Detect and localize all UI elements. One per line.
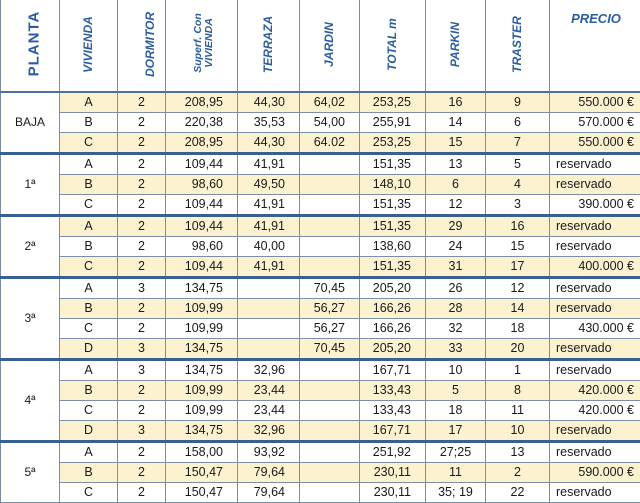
cell-dormitorios: 2 xyxy=(118,257,166,278)
cell-trastero: 14 xyxy=(486,299,550,319)
cell-parking: 12 xyxy=(426,195,486,216)
cell-dormitorios: 2 xyxy=(118,113,166,133)
cell-precio: 550.000 € xyxy=(550,92,640,113)
cell-total: 251,92 xyxy=(360,442,426,463)
header-superficie: Superf. Con VIVIENDA xyxy=(166,0,238,92)
cell-vivienda: C xyxy=(60,401,118,421)
planta-label: 5ª xyxy=(1,442,60,503)
cell-jardin: 64,02 xyxy=(300,92,360,113)
cell-jardin: 54,00 xyxy=(300,113,360,133)
cell-precio: reservado xyxy=(550,360,640,381)
cell-total: 151,35 xyxy=(360,257,426,278)
cell-terraza: 35,53 xyxy=(238,113,300,133)
cell-terraza: 41,91 xyxy=(238,257,300,278)
cell-trastero: 2 xyxy=(486,463,550,483)
cell-total: 253,25 xyxy=(360,92,426,113)
cell-parking: 11 xyxy=(426,463,486,483)
header-dormitorios: DORMITOR xyxy=(118,0,166,92)
cell-parking: 5 xyxy=(426,381,486,401)
cell-parking: 29 xyxy=(426,216,486,237)
cell-dormitorios: 2 xyxy=(118,133,166,154)
cell-terraza: 44,30 xyxy=(238,92,300,113)
cell-superficie: 150,47 xyxy=(166,483,238,503)
table-row xyxy=(1,175,640,195)
header-precio: PRECIO xyxy=(550,0,640,92)
cell-parking: 18 xyxy=(426,401,486,421)
cell-parking: 24 xyxy=(426,237,486,257)
cell-trastero: 6 xyxy=(486,113,550,133)
cell-vivienda: A xyxy=(60,154,118,175)
table-row xyxy=(1,278,640,299)
cell-precio: reservado xyxy=(550,299,640,319)
header-trastero: TRASTER xyxy=(486,0,550,92)
cell-terraza xyxy=(238,278,300,299)
table-row xyxy=(1,319,640,339)
table-row xyxy=(1,483,640,503)
cell-precio: reservado xyxy=(550,483,640,503)
cell-superficie: 109,44 xyxy=(166,216,238,237)
cell-dormitorios: 3 xyxy=(118,421,166,442)
cell-jardin: 56,27 xyxy=(300,319,360,339)
cell-vivienda: D xyxy=(60,421,118,442)
cell-terraza: 79,64 xyxy=(238,483,300,503)
cell-trastero: 1 xyxy=(486,360,550,381)
cell-terraza xyxy=(238,319,300,339)
cell-parking: 13 xyxy=(426,154,486,175)
cell-dormitorios: 2 xyxy=(118,175,166,195)
cell-dormitorios: 2 xyxy=(118,92,166,113)
planta-label: 3ª xyxy=(1,278,60,360)
cell-vivienda: A xyxy=(60,278,118,299)
cell-total: 205,20 xyxy=(360,339,426,360)
cell-total: 205,20 xyxy=(360,278,426,299)
table-row xyxy=(1,421,640,442)
cell-dormitorios: 3 xyxy=(118,360,166,381)
cell-superficie: 208,95 xyxy=(166,133,238,154)
cell-dormitorios: 2 xyxy=(118,483,166,503)
cell-parking: 16 xyxy=(426,92,486,113)
cell-jardin xyxy=(300,237,360,257)
cell-superficie: 109,99 xyxy=(166,319,238,339)
cell-parking: 32 xyxy=(426,319,486,339)
cell-parking: 26 xyxy=(426,278,486,299)
cell-terraza xyxy=(238,299,300,319)
cell-precio: 420.000 € xyxy=(550,381,640,401)
cell-jardin xyxy=(300,195,360,216)
cell-total: 151,35 xyxy=(360,195,426,216)
cell-vivienda: B xyxy=(60,381,118,401)
cell-terraza: 41,91 xyxy=(238,216,300,237)
header-vivienda: VIVIENDA xyxy=(60,0,118,92)
cell-vivienda: C xyxy=(60,195,118,216)
cell-precio: reservado xyxy=(550,278,640,299)
cell-total: 133,43 xyxy=(360,381,426,401)
cell-trastero: 11 xyxy=(486,401,550,421)
cell-superficie: 208,95 xyxy=(166,92,238,113)
table-row xyxy=(1,133,640,154)
cell-dormitorios: 2 xyxy=(118,401,166,421)
cell-terraza: 32,96 xyxy=(238,421,300,442)
cell-dormitorios: 2 xyxy=(118,195,166,216)
table-row xyxy=(1,92,640,113)
cell-parking: 28 xyxy=(426,299,486,319)
table-row xyxy=(1,360,640,381)
cell-terraza xyxy=(238,339,300,360)
table-row xyxy=(1,216,640,237)
cell-jardin: 70,45 xyxy=(300,339,360,360)
table-row xyxy=(1,381,640,401)
cell-total: 138,60 xyxy=(360,237,426,257)
cell-vivienda: B xyxy=(60,113,118,133)
header-total: TOTAL m xyxy=(360,0,426,92)
cell-precio: reservado xyxy=(550,216,640,237)
cell-superficie: 109,44 xyxy=(166,257,238,278)
cell-vivienda: A xyxy=(60,442,118,463)
header-parking: PARKIN xyxy=(426,0,486,92)
cell-jardin xyxy=(300,401,360,421)
cell-trastero: 15 xyxy=(486,237,550,257)
cell-total: 151,35 xyxy=(360,154,426,175)
cell-superficie: 134,75 xyxy=(166,278,238,299)
cell-parking: 10 xyxy=(426,360,486,381)
cell-parking: 31 xyxy=(426,257,486,278)
cell-dormitorios: 2 xyxy=(118,442,166,463)
cell-terraza: 23,44 xyxy=(238,401,300,421)
cell-trastero: 9 xyxy=(486,92,550,113)
cell-parking: 6 xyxy=(426,175,486,195)
cell-dormitorios: 2 xyxy=(118,299,166,319)
cell-trastero: 5 xyxy=(486,154,550,175)
cell-precio: 590.000 € xyxy=(550,463,640,483)
cell-precio: reservado xyxy=(550,442,640,463)
cell-parking: 33 xyxy=(426,339,486,360)
cell-dormitorios: 2 xyxy=(118,237,166,257)
cell-vivienda: B xyxy=(60,299,118,319)
cell-vivienda: C xyxy=(60,319,118,339)
cell-total: 255,91 xyxy=(360,113,426,133)
cell-precio: 390.000 € xyxy=(550,195,640,216)
cell-precio: 420.000 € xyxy=(550,401,640,421)
cell-superficie: 220,38 xyxy=(166,113,238,133)
cell-vivienda: A xyxy=(60,360,118,381)
table-row xyxy=(1,154,640,175)
cell-parking: 35; 19 xyxy=(426,483,486,503)
cell-parking: 17 xyxy=(426,421,486,442)
cell-precio: reservado xyxy=(550,421,640,442)
cell-superficie: 134,75 xyxy=(166,339,238,360)
cell-terraza: 41,91 xyxy=(238,195,300,216)
cell-precio: reservado xyxy=(550,237,640,257)
cell-dormitorios: 2 xyxy=(118,463,166,483)
cell-vivienda: B xyxy=(60,463,118,483)
table-row xyxy=(1,299,640,319)
cell-dormitorios: 3 xyxy=(118,339,166,360)
cell-superficie: 109,44 xyxy=(166,195,238,216)
cell-superficie: 150,47 xyxy=(166,463,238,483)
table-row xyxy=(1,442,640,463)
cell-jardin xyxy=(300,483,360,503)
cell-jardin xyxy=(300,421,360,442)
cell-vivienda: C xyxy=(60,257,118,278)
cell-trastero: 20 xyxy=(486,339,550,360)
cell-precio: 430.000 € xyxy=(550,319,640,339)
cell-parking: 27;25 xyxy=(426,442,486,463)
cell-terraza: 32,96 xyxy=(238,360,300,381)
cell-precio: 570.000 € xyxy=(550,113,640,133)
cell-trastero: 13 xyxy=(486,442,550,463)
header-row xyxy=(1,0,640,92)
table-row xyxy=(1,113,640,133)
cell-parking: 14 xyxy=(426,113,486,133)
cell-jardin: 64.02 xyxy=(300,133,360,154)
header-jardin: JARDIN xyxy=(300,0,360,92)
cell-dormitorios: 2 xyxy=(118,381,166,401)
cell-total: 167,71 xyxy=(360,421,426,442)
cell-jardin xyxy=(300,442,360,463)
table-row xyxy=(1,339,640,360)
table-row xyxy=(1,195,640,216)
cell-total: 253,25 xyxy=(360,133,426,154)
cell-superficie: 109,99 xyxy=(166,401,238,421)
cell-terraza: 44,30 xyxy=(238,133,300,154)
cell-superficie: 109,99 xyxy=(166,299,238,319)
cell-parking: 15 xyxy=(426,133,486,154)
cell-precio: 400.000 € xyxy=(550,257,640,278)
planta-label: BAJA xyxy=(1,92,60,154)
cell-precio: reservado xyxy=(550,175,640,195)
cell-total: 133,43 xyxy=(360,401,426,421)
cell-dormitorios: 3 xyxy=(118,278,166,299)
cell-jardin xyxy=(300,381,360,401)
cell-trastero: 7 xyxy=(486,133,550,154)
cell-vivienda: D xyxy=(60,339,118,360)
planta-label: 2ª xyxy=(1,216,60,278)
cell-vivienda: B xyxy=(60,175,118,195)
cell-total: 230,11 xyxy=(360,483,426,503)
cell-jardin: 70,45 xyxy=(300,278,360,299)
cell-dormitorios: 2 xyxy=(118,154,166,175)
cell-total: 151,35 xyxy=(360,216,426,237)
cell-total: 148,10 xyxy=(360,175,426,195)
cell-precio: reservado xyxy=(550,154,640,175)
cell-total: 166,26 xyxy=(360,299,426,319)
cell-trastero: 12 xyxy=(486,278,550,299)
cell-terraza: 93,92 xyxy=(238,442,300,463)
header-terraza: TERRAZA xyxy=(238,0,300,92)
cell-terraza: 41,91 xyxy=(238,154,300,175)
cell-precio: 550.000 € xyxy=(550,133,640,154)
cell-superficie: 109,99 xyxy=(166,381,238,401)
cell-trastero: 16 xyxy=(486,216,550,237)
cell-superficie: 158,00 xyxy=(166,442,238,463)
cell-total: 167,71 xyxy=(360,360,426,381)
cell-jardin xyxy=(300,257,360,278)
cell-vivienda: C xyxy=(60,133,118,154)
cell-trastero: 17 xyxy=(486,257,550,278)
cell-dormitorios: 2 xyxy=(118,319,166,339)
cell-terraza: 40,00 xyxy=(238,237,300,257)
cell-jardin xyxy=(300,154,360,175)
cell-vivienda: C xyxy=(60,483,118,503)
table-row xyxy=(1,257,640,278)
cell-dormitorios: 2 xyxy=(118,216,166,237)
cell-terraza: 49,50 xyxy=(238,175,300,195)
table-row xyxy=(1,401,640,421)
cell-jardin: 56,27 xyxy=(300,299,360,319)
cell-terraza: 79,64 xyxy=(238,463,300,483)
cell-trastero: 22 xyxy=(486,483,550,503)
cell-vivienda: A xyxy=(60,216,118,237)
cell-vivienda: B xyxy=(60,237,118,257)
cell-superficie: 109,44 xyxy=(166,154,238,175)
table-row xyxy=(1,237,640,257)
cell-jardin xyxy=(300,175,360,195)
cell-jardin xyxy=(300,216,360,237)
cell-superficie: 98,60 xyxy=(166,175,238,195)
cell-superficie: 134,75 xyxy=(166,421,238,442)
table-body xyxy=(1,92,640,503)
cell-trastero: 18 xyxy=(486,319,550,339)
cell-total: 166,26 xyxy=(360,319,426,339)
cell-trastero: 3 xyxy=(486,195,550,216)
cell-superficie: 134,75 xyxy=(166,360,238,381)
cell-trastero: 8 xyxy=(486,381,550,401)
cell-total: 230,11 xyxy=(360,463,426,483)
cell-precio: reservado xyxy=(550,339,640,360)
cell-superficie: 98,60 xyxy=(166,237,238,257)
cell-trastero: 10 xyxy=(486,421,550,442)
cell-trastero: 4 xyxy=(486,175,550,195)
cell-jardin xyxy=(300,360,360,381)
cell-terraza: 23,44 xyxy=(238,381,300,401)
planta-label: 4ª xyxy=(1,360,60,442)
header-planta: PLANTA xyxy=(1,0,60,92)
planta-label: 1ª xyxy=(1,154,60,216)
cell-vivienda: A xyxy=(60,92,118,113)
